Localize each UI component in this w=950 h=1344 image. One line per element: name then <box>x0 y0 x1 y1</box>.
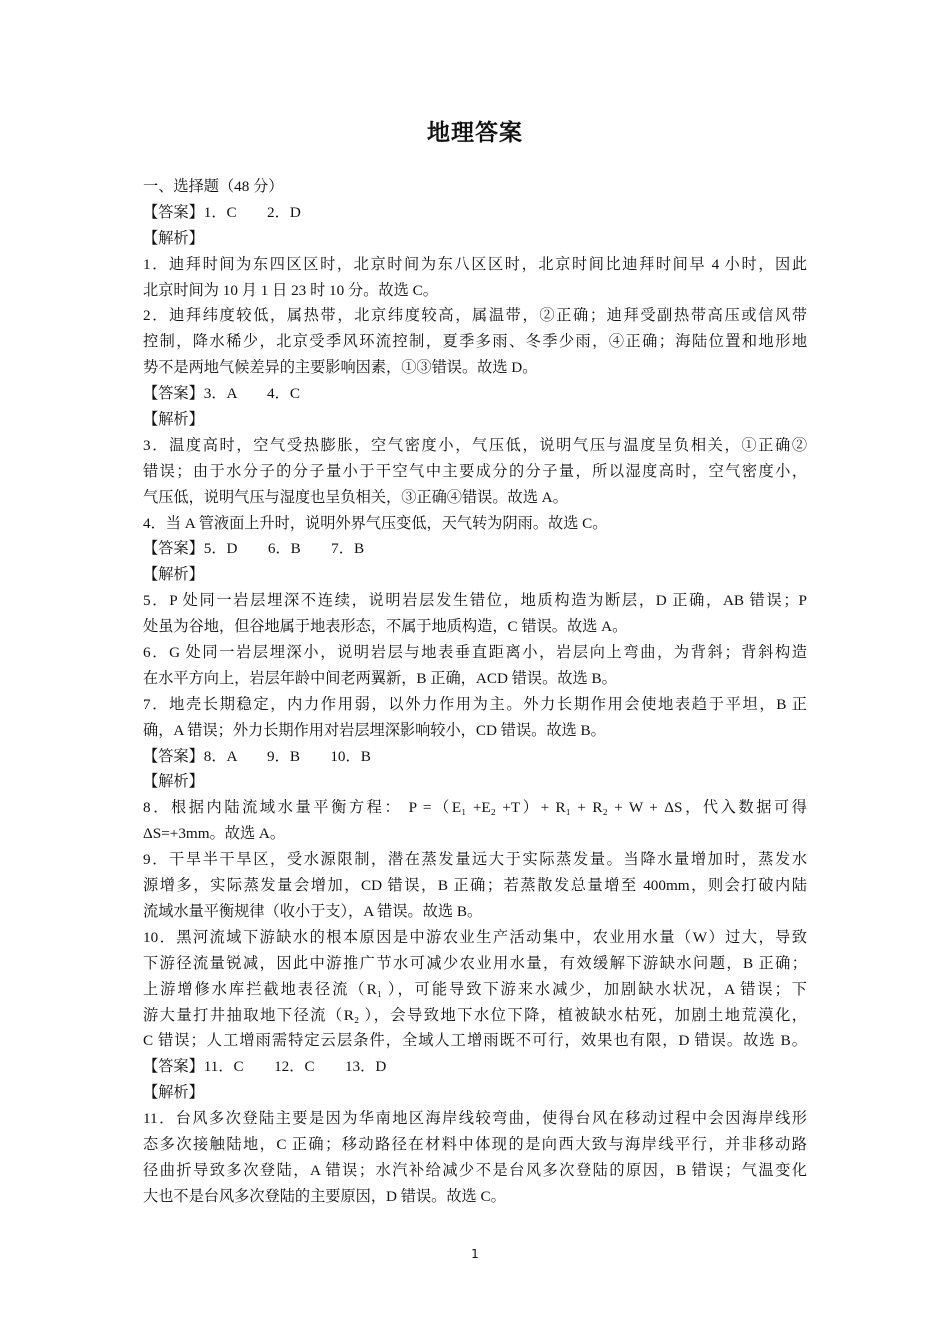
text-line: 【答案】3．A 4．C <box>143 385 300 403</box>
text-line: 游大量打井抽取地下径流（R₂ ），会导致地下水位下降，植被缺水枯死，加剧土地荒漠化， <box>143 1006 807 1024</box>
text-line: 势不是两地气候差异的主要影响因素，①③错误。故选 D。 <box>143 359 538 377</box>
text-line: 源增多，实际蒸发量会增加，CD 错误，B 正确；若蒸散发总量增至 400mm，则会打破内陆 <box>143 877 807 895</box>
text-line: 大也不是台风多次登陆的主要原因，D 错误。故选 C。 <box>143 1187 506 1205</box>
text-line: 【解析】 <box>143 566 204 584</box>
text-line: 在水平方向上，岩层年龄中间老两翼新，B 正确，ACD 错误。故选 B。 <box>143 669 617 687</box>
text-line: 6．G 处同一岩层埋深小，说明岩层与地表垂直距离小，岩层向上弯曲，为背斜；背斜构造 <box>143 644 807 662</box>
text-line: ΔS=+3mm。故选 A。 <box>143 825 286 843</box>
text-line: 错误；由于水分子的分子量小于干空气中主要成分的分子量，所以湿度高时，空气密度小， <box>143 462 807 480</box>
text-line: 【答案】8．A 9．B 10．B <box>143 747 371 765</box>
text-line: 气压低，说明气压与湿度也呈负相关，③正确④错误。故选 A。 <box>143 488 568 506</box>
text-line: 3．温度高时，空气受热膨胀，空气密度小，气压低，说明气压与温度呈负相关，①正确② <box>143 436 807 454</box>
text-line: 北京时间为 10 月 1 日 23 时 10 分。故选 C。 <box>143 281 438 299</box>
answer-body <box>143 174 807 1210</box>
page-number: 1 <box>471 1247 479 1261</box>
text-line: 【解析】 <box>143 229 204 247</box>
text-line: 7．地壳长期稳定，内力作用弱，以外力作用为主。外力长期作用会使地表趋于平坦，B 正 <box>143 695 807 713</box>
text-line: 4．当 A 管液面上升时，说明外界气压变低，天气转为阴雨。故选 C。 <box>143 514 608 532</box>
text-line: 【解析】 <box>143 773 204 791</box>
text-line: 径曲折导致多次登陆，A 错误；水汽补给减少不是台风多次登陆的原因，B 错误；气温变化 <box>143 1161 807 1179</box>
text-line: 2．迪拜纬度较低，属热带，北京纬度较高，属温带，②正确；迪拜受副热带高压或信风带 <box>143 307 807 325</box>
text-line: 确，A 错误；外力长期作用对岩层埋深影响较小，CD 错误。故选 B。 <box>143 721 606 739</box>
page-title: 地理答案 <box>427 120 523 146</box>
text-line: 8．根据内陆流域水量平衡方程： P =（E₁ +E₂ +T）+ R₁ + R₂ + W + ΔS，代入数据可得 <box>143 799 807 817</box>
text-line: 【答案】11．C 12．C 13．D <box>143 1058 387 1076</box>
text-line: 【解析】 <box>143 411 204 429</box>
text-line: 下游径流量锐减，因此中游推广节水可减少农业用水量，有效缓解下游缺水问题，B 正确； <box>143 954 807 972</box>
text-line: 处虽为谷地，但谷地属于地表形态，不属于地质构造，C 错误。故选 A。 <box>143 618 628 636</box>
text-line: 流域水量平衡规律（收小于支），A 错误。故选 B。 <box>143 902 483 920</box>
text-line: 1．迪拜时间为东四区区时，北京时间为东八区区时，北京时间比迪拜时间早 4 小时，因此 <box>143 255 808 273</box>
text-line: 【解析】 <box>143 1084 204 1102</box>
text-line: 10．黑河流域下游缺水的根本原因是中游农业生产活动集中，农业用水量（W）过大，导致 <box>143 928 807 946</box>
text-line: 态多次接触陆地，C 正确；移动路径在材料中体现的是向西大致与海岸线平行，并非移动路 <box>143 1135 807 1153</box>
text-line: C 错误；人工增雨需特定云层条件，全域人工增雨既不可行，效果也有限，D 错误。故选 B。 <box>143 1032 807 1050</box>
text-line: 控制，降水稀少，北京受季风环流控制，夏季多雨、冬季少雨，④正确；海陆位置和地形地 <box>143 333 807 351</box>
text-line: 上游增修水库拦截地表径流（R₁ ），可能导致下游来水减少，加剧缺水状况，A 错误；下 <box>143 980 807 998</box>
text-line: 9．干旱半干旱区，受水源限制，潜在蒸发量远大于实际蒸发量。当降水量增加时，蒸发水 <box>143 851 807 869</box>
text-line: 【答案】5．D 6．B 7．B <box>143 540 365 558</box>
text-line: 【答案】1．C 2．D <box>143 203 301 221</box>
text-line: 5．P 处同一岩层埋深不连续，说明岩层发生错位，地质构造为断层，D 正确，AB 错误；P <box>143 592 807 610</box>
section-heading: 一、选择题（48 分） <box>143 178 284 195</box>
text-line: 11．台风多次登陆主要是因为华南地区海岸线较弯曲，使得台风在移动过程中会因海岸线形 <box>143 1110 807 1128</box>
